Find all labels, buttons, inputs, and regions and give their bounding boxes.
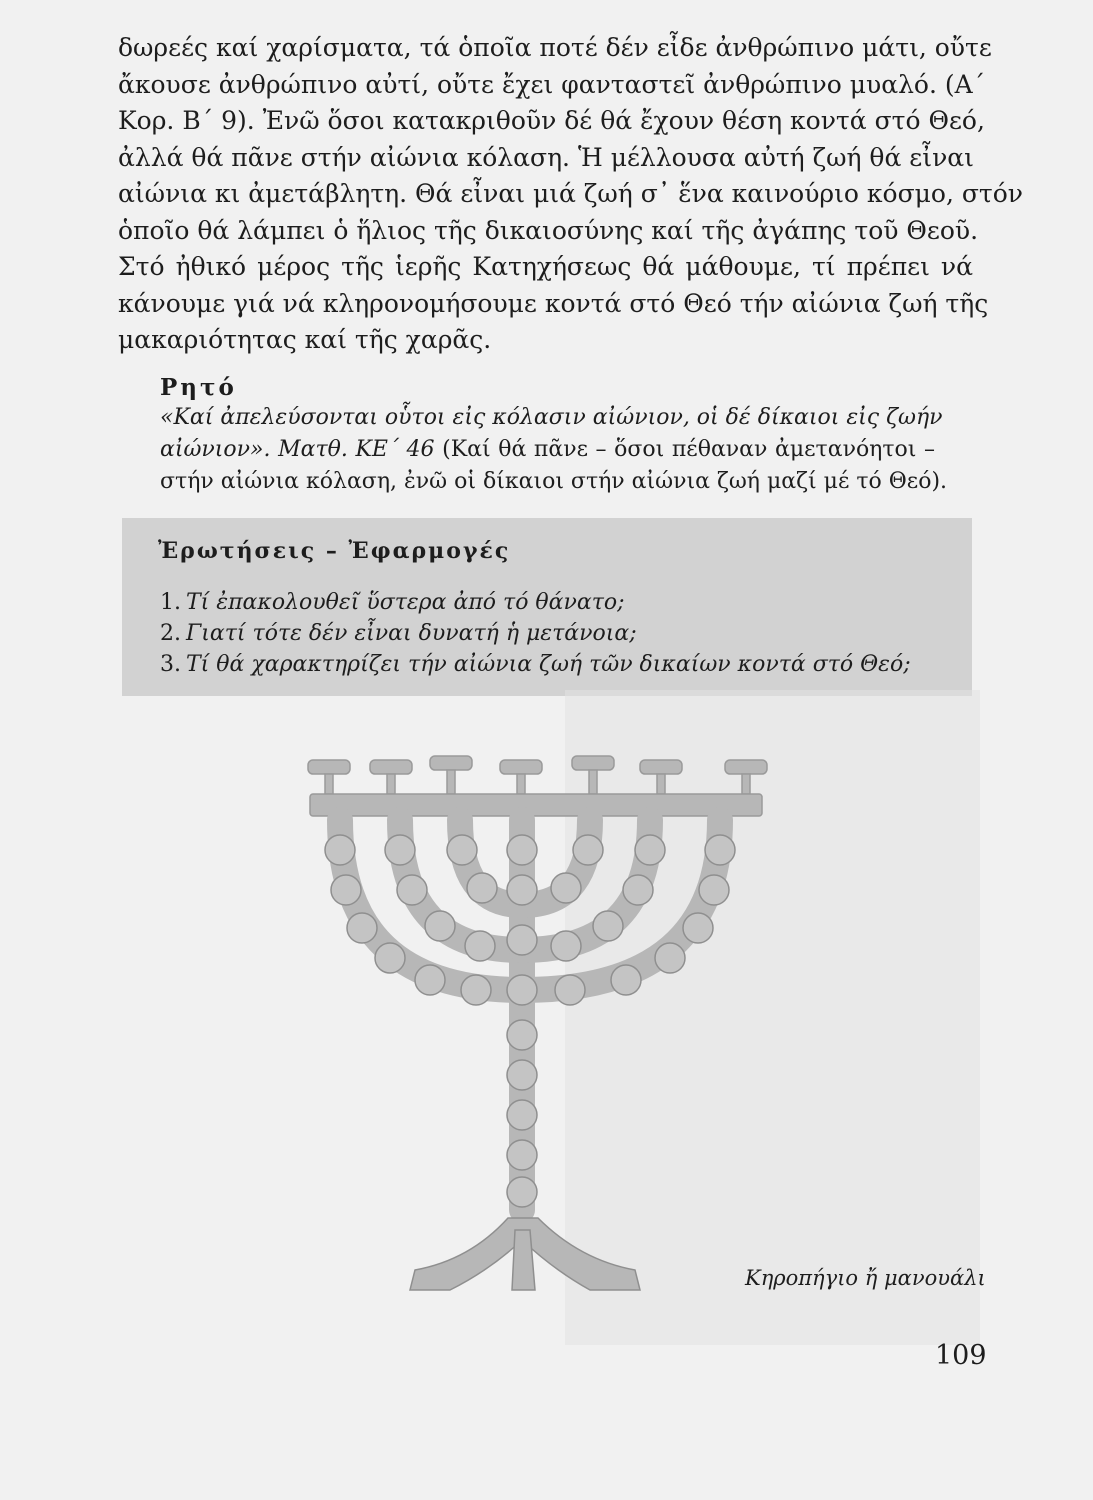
menorah-base (410, 1218, 640, 1290)
menorah-cup (370, 760, 412, 774)
paragraph-line: μακαριότητας καί τῆς χαρᾶς. (118, 325, 492, 354)
paragraph-line: Κορ. Β΄ 9). Ἐνῶ ὅσοι κατακριθοῦν δέ θά ἔχουν θέση κοντά στό Θεό, (118, 106, 985, 135)
question-text: Τί θά χαρακτηρίζει τήν αἰώνια ζωή τῶν δικαίων κοντά στό Θεό; (186, 652, 911, 677)
question-item (160, 587, 920, 618)
paragraph-line: ἄκουσε ἀνθρώπινο αὐτί, οὔτε ἔχει φανταστεῖ ἀνθρώπινο μυαλό. (Α΄ (118, 69, 986, 99)
questions-list (160, 587, 920, 680)
scripture-quote (160, 402, 948, 498)
paragraph-line: αἰώνια κι ἀμετάβλητη. Θά εἶναι μιά ζωή σ᾽ ἕνα καινούριο κόσμο, στόν (118, 179, 1023, 208)
question-number: 3. (160, 652, 181, 677)
question-text: Γιατί τότε δέν εἶναι δυνατή ἡ μετάνοια; (186, 621, 637, 646)
question-item (160, 649, 920, 680)
paragraph-line: δωρεές καί χαρίσματα, τά ὁποῖα ποτέ δέν εἶδε ἀνθρώπινο μάτι, οὔτε (118, 33, 992, 62)
menorah-cup (725, 760, 767, 774)
menorah-stem (589, 770, 597, 794)
menorah-cup (572, 756, 614, 770)
quote-line: «Καί ἀπελεύσονται οὗτοι εἰς κόλασιν αἰώνιον, οἱ δέ δίκαιοι εἰς ζωήν (160, 405, 943, 430)
paragraph-line: κάνουμε γιά νά κληρονομήσουμε κοντά στό Θεό τήν αἰώνια ζωή τῆς (118, 288, 989, 318)
menorah-stem (517, 774, 525, 794)
menorah-stem (447, 770, 455, 794)
figure-caption: Κηροπήγιο ἤ μανουάλι (745, 1266, 986, 1290)
rhito-title: Ρητό (160, 374, 237, 401)
menorah-illustration (290, 740, 780, 1300)
menorah-cup (430, 756, 472, 770)
menorah-cup (308, 760, 350, 774)
menorah-top-bar (310, 794, 762, 816)
menorah-stem (387, 774, 395, 794)
menorah-stem (657, 774, 665, 794)
question-item (160, 618, 920, 649)
question-number: 2. (160, 621, 181, 646)
question-number: 1. (160, 590, 181, 615)
quote-reference: αἰώνιον». Ματθ. ΚΕ΄ 46 (160, 437, 435, 462)
menorah-cup (640, 760, 682, 774)
quote-line (160, 434, 935, 466)
paragraph-line: Στό ἠθικό μέρος τῆς ἱερῆς Κατηχήσεως θά μάθουμε, τί πρέπει νά (118, 252, 973, 281)
quote-line: στήν αἰώνια κόλαση, ἐνῶ οἱ δίκαιοι στήν αἰώνια ζωή μαζί μέ τό Θεό). (160, 469, 948, 494)
question-text: Τί ἐπακολουθεῖ ὕστερα ἀπό τό θάνατο; (186, 590, 625, 615)
page-number: 109 (935, 1340, 987, 1371)
quote-translation: (Καί θά πᾶνε – ὅσοι πέθαναν ἀμετανόητοι – (434, 437, 935, 462)
main-paragraph (118, 30, 1023, 359)
questions-title: Ἐρωτήσεις – Ἐφαρμογές (158, 538, 511, 564)
menorah-stem (742, 774, 750, 794)
menorah-cup (500, 760, 542, 774)
menorah-stem (325, 774, 333, 794)
paragraph-line: ἀλλά θά πᾶνε στήν αἰώνια κόλαση. Ἡ μέλλουσα αὐτή ζωή θά εἶναι (118, 142, 974, 172)
paragraph-line: ὁποῖο θά λάμπει ὁ ἥλιος τῆς δικαιοσύνης καί τῆς ἀγάπης τοῦ Θεοῦ. (118, 215, 979, 245)
